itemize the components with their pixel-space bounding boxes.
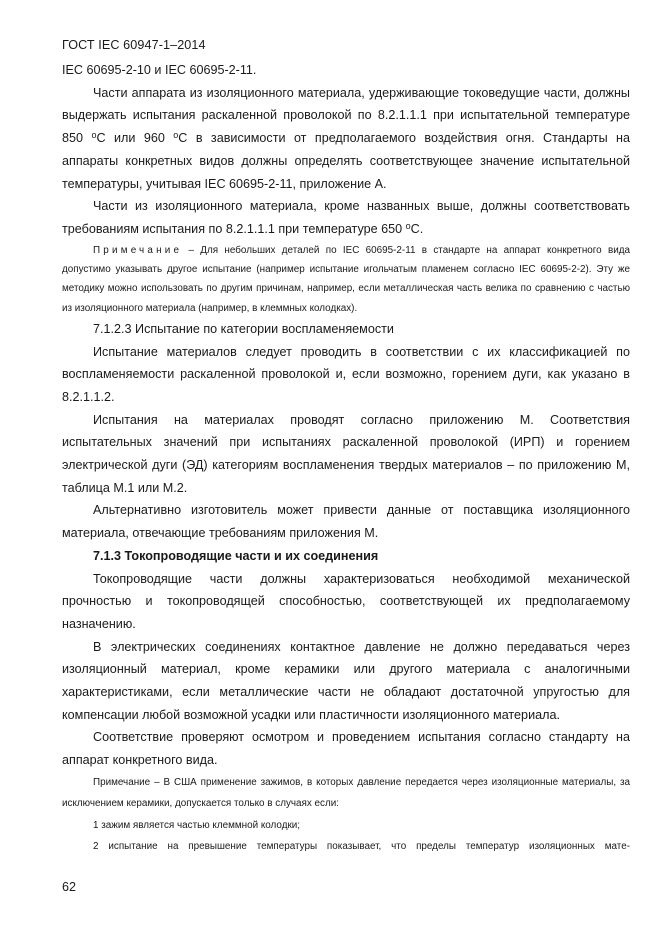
paragraph-current-carrying: Токопроводящие части должны характеризоваться необходимой механической прочностью и токопроводящей способностью, соответствующей их предполагаемому назначению. (62, 571, 630, 631)
degree-mark: о (173, 130, 179, 141)
section-heading-7-1-3: 7.1.3 Токопроводящие части и их соединения (93, 548, 379, 563)
subsection-7-1-2-3: 7.1.2.3 Испытание по категории воспламеняемости (93, 321, 394, 336)
text-run: Части аппарата из изоляционного материала, удерживающие токоведущие части, должны выдержать испытания раскаленной проволокой по 8.2.1.1.1 при испытательной температуре 850 (62, 85, 630, 146)
paragraph-compliance: Соответствие проверяют осмотром и проведением испытания согласно стандарту на аппарат конкретного вида. (62, 730, 630, 768)
text-run: С в зависимости от предполагаемого воздействия огня. Стандарты на аппараты конкретных видов должны определять соответствующее значение испытательной температуры, учитывая IEC 60695-2-11, приложение А. (62, 131, 631, 191)
page-content (62, 59, 630, 858)
paragraph-insulating-parts (62, 82, 630, 196)
text-run: С или 960 (96, 131, 174, 146)
text-run: С. (410, 221, 424, 236)
paragraph-other-parts (62, 195, 630, 240)
note-usa-item-1: 1 зажим является частью клеммной колодки; (93, 819, 301, 831)
note-text: – Для небольших деталей по IEC 60695-2-11 в стандарте на аппарат конкретного вида допустимо указывать другое испытание (например испытание игольчатым пламенем согласно IEC 60695-2-2). Эту же методику можно использовать по другим причинам, например, если металлическая часть велика по сравнению с частью из изоляционного материала (например, в клеммных колодках). (62, 244, 630, 314)
paragraph-flammability: Испытание материалов следует проводить в соответствии с их классификацией по воспламеняемости раскаленной проволокой и, если возможно, горением дуги, как указано в 8.2.1.1.2. (62, 344, 630, 404)
degree-mark: о (91, 130, 97, 141)
page-number: 62 (62, 880, 77, 894)
degree-mark: о (405, 220, 411, 231)
document-header: ГОСТ IEC 60947-1–2014 (62, 38, 206, 52)
reference-line: IEC 60695-2-10 и IEC 60695-2-11. (62, 63, 257, 77)
paragraph-contact-pressure: В электрических соединениях контактное давление не должно передаваться через изоляционный материал, кроме керамики или другого материала с аналогичными характеристиками, если металлические части не обладают достаточной упругостью для компенсации любой возможной усадки или пластичности изоляционного материала. (62, 639, 630, 722)
note-small-parts (62, 241, 630, 318)
note-label: Примечание (93, 244, 183, 256)
note-usa: Примечание – В США применение зажимов, в которых давление передается через изоляционные материалы, за исключением керамики, допускается только в случаях если: (62, 776, 630, 810)
paragraph-annex-m-tests: Испытания на материалах проводят согласно приложению М. Соответствия испытательных значений при испытаниях раскаленной проволокой (ИРП) и горением электрической дуги (ЭД) категориям воспламенения твердых материалов – по приложению М, таблица М.1 или М.2. (62, 412, 630, 495)
text-run: Части из изоляционного материала, кроме названных выше, должны соответствовать требованиям испытания по 8.2.1.1.1 при температуре 650 (62, 199, 630, 236)
note-usa-item-2: 2 испытание на превышение температуры показывает, что пределы температур изоляционных мате- (93, 841, 630, 853)
paragraph-alternative-data: Альтернативно изготовитель может привести данные от поставщика изоляционного материала, отвечающие требованиям приложения М. (62, 503, 630, 541)
